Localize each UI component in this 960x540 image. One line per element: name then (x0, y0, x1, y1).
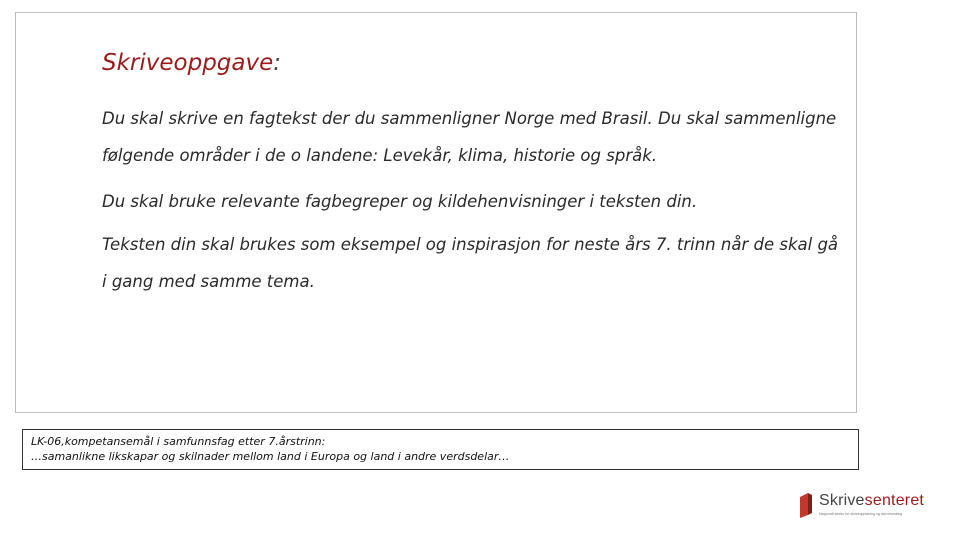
task-paragraph-3: Teksten din skal brukes som eksempel og inspirasjon for neste års 7. trinn når de skal gå i gang med samme tema. (102, 235, 839, 291)
logo-name-part1: Skrive (819, 492, 865, 509)
curriculum-goal-text: …samanlikne likskapar og skilnader mellom land i Europa og land i andre verdsdelar… (31, 450, 510, 463)
curriculum-box (22, 429, 859, 470)
task-paragraph-2: Du skal bruke relevante fagbegreper og kildehenvisninger i teksten din. (102, 192, 698, 211)
logo-name-part2: senteret (864, 492, 925, 509)
task-paragraph-1: Du skal skrive en fagtekst der du sammenligner Norge med Brasil. Du skal sammenligne følgende områder i de o landene: Levekår, klima, historie og språk. (102, 109, 837, 165)
task-title (102, 50, 281, 76)
skrivesenteret-logo (797, 491, 925, 521)
logo-name (819, 492, 924, 510)
skrivesenteret-logo-icon (797, 491, 815, 519)
curriculum-goal-heading: LK-06,kompetansemål i samfunnsfag etter 7.årstrinn: (31, 435, 326, 448)
task-title-colon: : (273, 50, 282, 76)
task-title-text: Skriveoppgave (102, 50, 274, 76)
logo-tagline: Nasjonalt senter for skriveopplæring og skriveforsking (819, 512, 903, 516)
